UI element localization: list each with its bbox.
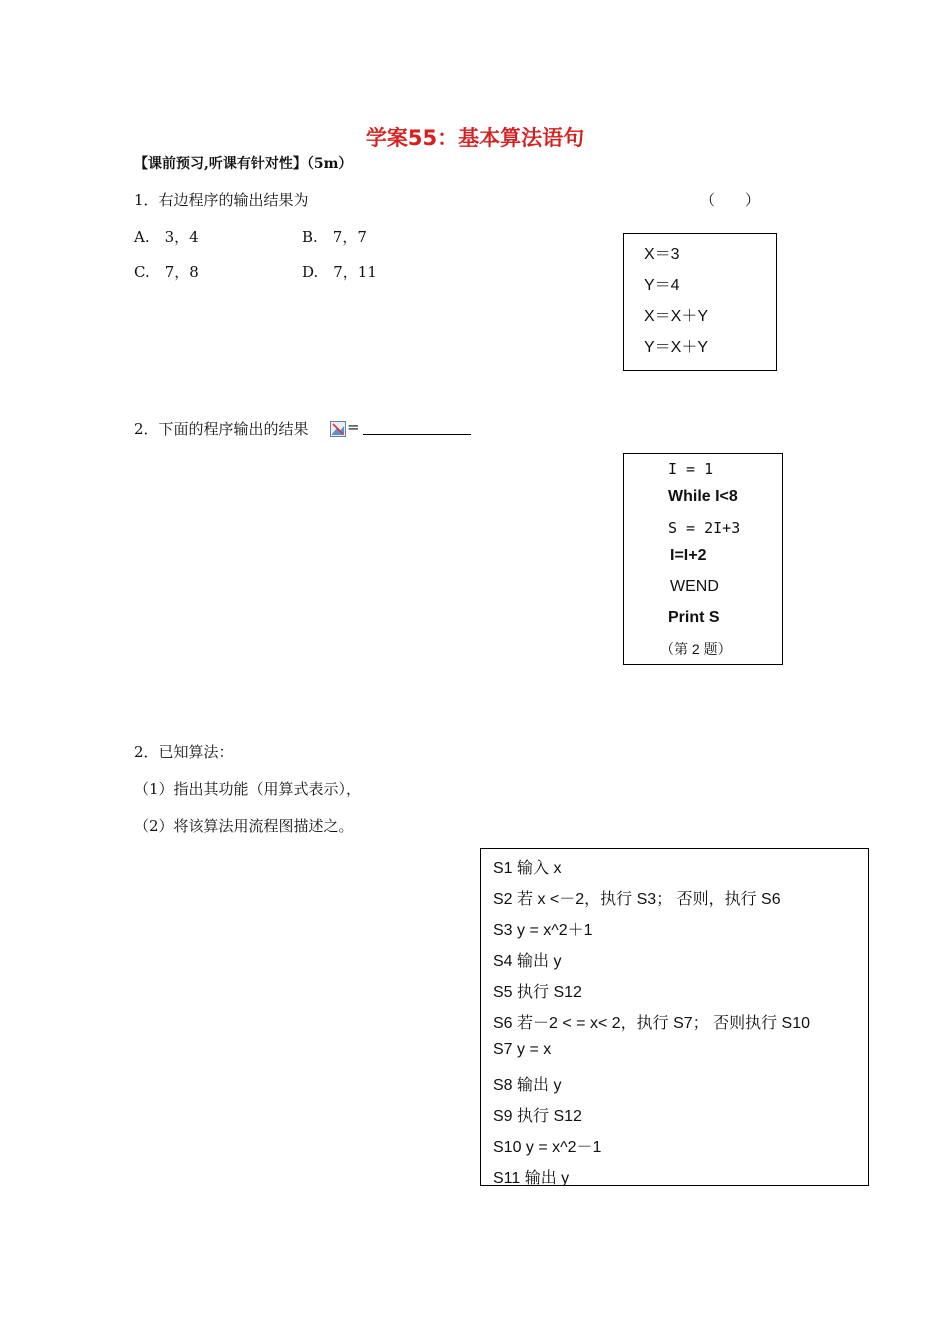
broken-image-icon <box>330 421 346 437</box>
question-3-stem: 2．已知算法： <box>134 743 234 761</box>
program-line: Y＝X＋Y <box>644 339 709 356</box>
question-2-stem: 2．下面的程序输出的结果 <box>134 420 309 438</box>
algorithm-step: S5 执行 S12 <box>493 984 582 1001</box>
program-line: Y＝4 <box>644 277 680 294</box>
program-line: I = 1 <box>668 460 714 478</box>
figure-caption: （第 2 题） <box>660 641 732 657</box>
algorithm-step: S8 输出 y <box>493 1077 562 1094</box>
option-d: D. 7，11 <box>302 263 377 281</box>
answer-bracket: （ ） <box>700 191 761 209</box>
question-3-part-2: （2）将该算法用流程图描述之。 <box>134 817 354 835</box>
program-line: While I<8 <box>668 488 738 505</box>
algorithm-step: S2 若 x <－2，执行 S3； 否则，执行 S6 <box>493 891 781 908</box>
program-line: X＝3 <box>644 246 680 263</box>
program-box-2 <box>623 453 783 665</box>
section-header: 【课前预习,听课有针对性】（5m） <box>134 156 353 172</box>
option-c: C. 7，8 <box>134 263 199 281</box>
equals-sign: = <box>347 418 360 436</box>
algorithm-step: S9 执行 S12 <box>493 1108 582 1125</box>
program-line: WEND <box>670 578 719 595</box>
algorithm-step: S10 y = x^2－1 <box>493 1139 602 1156</box>
algorithm-step: S4 输出 y <box>493 953 562 970</box>
program-box-1 <box>623 233 777 371</box>
program-line: S = 2I+3 <box>668 519 741 537</box>
program-line: I=I+2 <box>670 547 707 564</box>
algorithm-step: S7 y = x <box>493 1041 552 1058</box>
option-b: B. 7，7 <box>302 228 367 246</box>
page-title: 学案55：基本算法语句 <box>365 126 585 150</box>
algorithm-step: S6 若－2 < = x< 2，执行 S7； 否则执行 S10 <box>493 1015 811 1032</box>
answer-blank <box>363 434 471 435</box>
question-1-stem: 1．右边程序的输出结果为 <box>134 191 309 209</box>
program-line: Print S <box>668 609 720 626</box>
algorithm-step: S1 输入 x <box>493 860 562 877</box>
program-line: X＝X＋Y <box>644 308 709 325</box>
algorithm-step: S11 输出 y <box>493 1170 570 1186</box>
option-a: A. 3，4 <box>134 228 199 246</box>
algorithm-box <box>480 848 869 1186</box>
algorithm-step: S3 y = x^2＋1 <box>493 922 593 939</box>
question-3-part-1: （1）指出其功能（用算式表示）， <box>134 780 362 798</box>
